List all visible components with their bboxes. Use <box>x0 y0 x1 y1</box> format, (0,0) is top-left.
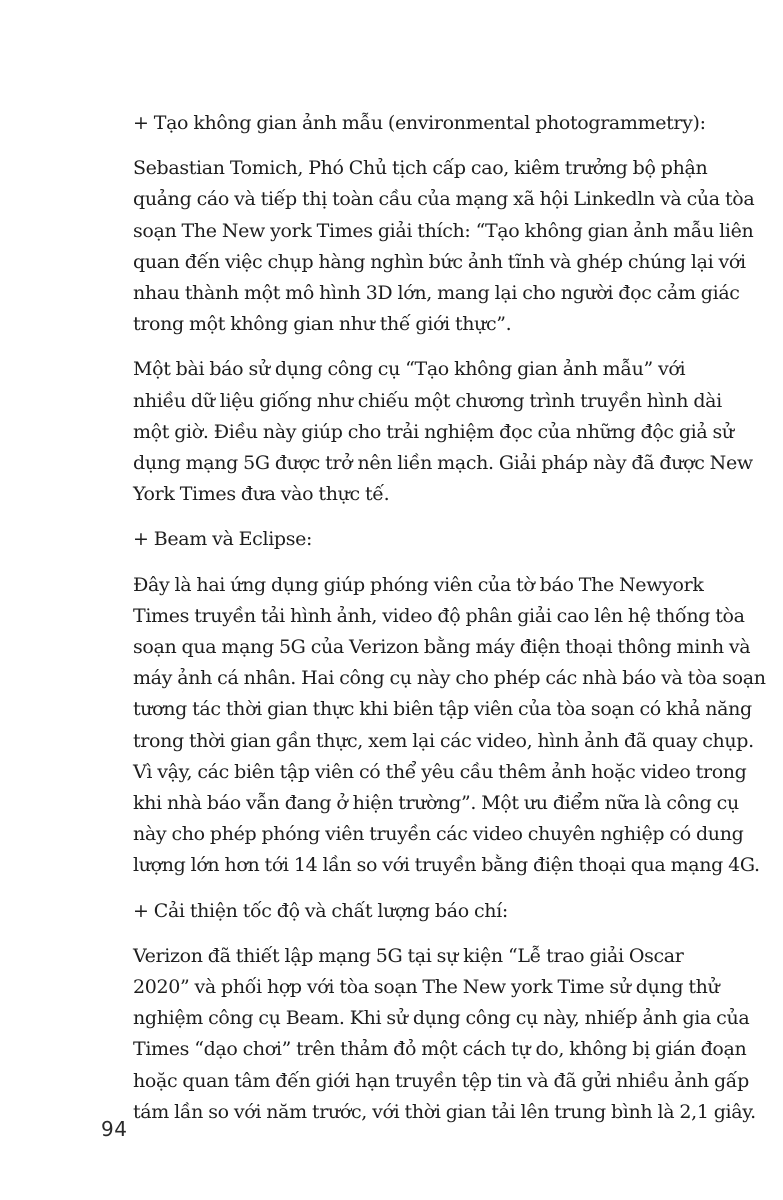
text-line: + Tạo không gian ảnh mẫu (environmental photogrammetry): <box>133 112 706 134</box>
text-line: tương tác thời gian thực khi biên tập viên của tòa soạn có khả năng <box>133 698 752 721</box>
text-line: + Cải thiện tốc độ và chất lượng báo chí: <box>133 899 508 922</box>
paragraph-heading-speed-quality <box>101 896 683 927</box>
text-line: quảng cáo và tiếp thị toàn cầu của mạng xã hội Linkedln và của tòa <box>133 188 755 211</box>
text-line: dụng mạng 5G được trở nên liền mạch. Giải pháp này đã được New <box>133 452 753 475</box>
text-line: soạn qua mạng 5G của Verizon bằng máy điện thoại thông minh và <box>133 636 751 659</box>
text-line: Sebastian Tomich, Phó Chủ tịch cấp cao, kiêm trưởng bộ phận <box>133 157 708 180</box>
paragraph-heading-beam-eclipse <box>101 524 683 555</box>
text-line: tám lần so với năm trước, với thời gian tải lên trung bình là 2,1 giây. <box>133 1100 756 1123</box>
text-line: York Times đưa vào thực tế. <box>133 483 390 506</box>
text-line: khi nhà báo vẫn đang ở hiện trường”. Một ưu điểm nữa là công cụ <box>133 792 739 815</box>
text-line: nghiệm công cụ Beam. Khi sử dụng công cụ này, nhiếp ảnh gia của <box>133 1007 750 1030</box>
text-line: một giờ. Điều này giúp cho trải nghiệm đọc của những độc giả sử <box>133 420 734 443</box>
text-line: lượng lớn hơn tới 14 lần so với truyền bằng điện thoại qua mạng 4G. <box>133 854 760 877</box>
paragraph-beam-eclipse <box>101 570 766 882</box>
text-line: 2020” và phối hợp với tòa soạn The New york Time sử dụng thử <box>133 976 720 999</box>
text-line: Times truyền tải hình ảnh, video độ phân giải cao lên hệ thống tòa <box>133 604 745 627</box>
text-line: trong một không gian như thế giới thực”. <box>133 313 512 336</box>
text-line: này cho phép phóng viên truyền các video chuyên nghiệp có dung <box>133 823 744 846</box>
page-number: 94 <box>101 1117 128 1141</box>
text-line: Vì vậy, các biên tập viên có thể yêu cầu thêm ảnh hoặc video trong <box>133 760 747 783</box>
text-line: trong thời gian gần thực, xem lại các video, hình ảnh đã quay chụp. <box>133 729 754 752</box>
text-line: Một bài báo sử dụng công cụ “Tạo không gian ảnh mẫu” với <box>133 358 686 381</box>
text-line: nhiều dữ liệu giống như chiếu một chương trình truyền hình dài <box>133 389 722 412</box>
text-line: hoặc quan tâm đến giới hạn truyền tệp tin và đã gửi nhiều ảnh gấp <box>133 1069 749 1092</box>
paragraph-heading-photogrammetry <box>101 108 706 139</box>
text-line: Verizon đã thiết lập mạng 5G tại sự kiện “Lễ trao giải Oscar <box>133 944 684 967</box>
page-body <box>101 108 766 1142</box>
text-line: máy ảnh cá nhân. Hai công cụ này cho phép các nhà báo và tòa soạn <box>133 667 766 690</box>
paragraph-sebastian-tomich <box>101 153 755 340</box>
text-line: + Beam và Eclipse: <box>133 528 313 551</box>
paragraph-verizon-oscar <box>101 941 756 1128</box>
text-line: Đây là hai ứng dụng giúp phóng viên của tờ báo The Newyork <box>133 573 704 596</box>
text-line: soạn The New york Times giải thích: “Tạo không gian ảnh mẫu liên <box>133 219 754 242</box>
text-line: quan đến việc chụp hàng nghìn bức ảnh tĩnh và ghép chúng lại với <box>133 250 746 273</box>
text-line: Times “dạo chơi” trên thảm đỏ một cách tự do, không bị gián đoạn <box>133 1038 747 1061</box>
paragraph-photogrammetry-article <box>101 354 753 510</box>
text-line: nhau thành một mô hình 3D lớn, mang lại cho người đọc cảm giác <box>133 282 740 305</box>
